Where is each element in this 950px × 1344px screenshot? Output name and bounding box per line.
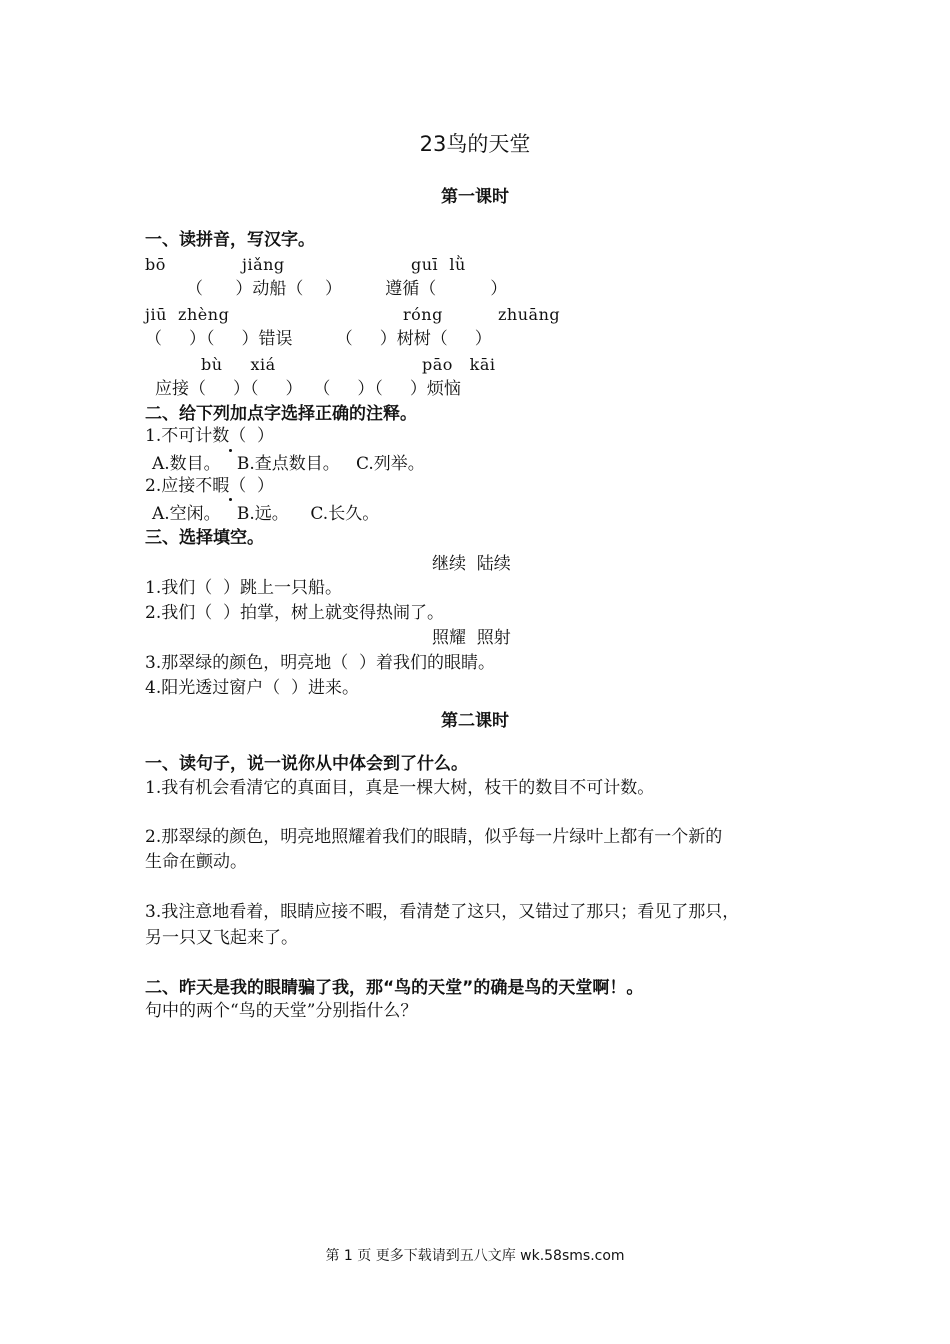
l2-q1-s1: 1.我有机会看清它的真面目，真是一棵大树，枝干的数目不可计数。 — [145, 778, 655, 798]
pinyin-jiuzheng: jiū zhèng — [145, 305, 230, 324]
l1-q3-item3: 3.那翠绿的颜色，明亮地（ ）着我们的眼睛。 — [145, 653, 496, 673]
l1-q2-item1: 1.不可计数（ ） — [145, 426, 275, 446]
l2-q1-title: 一、读句子，说一说你从中体会到了什么。 — [145, 754, 468, 774]
l1-q3-item2: 2.我们（ ）拍掌，树上就变得热闹了。 — [145, 603, 445, 623]
l1-q3-item1: 1.我们（ ）跳上一只船。 — [145, 578, 343, 598]
pinyin-paokai: pāo kāi — [422, 355, 496, 374]
l2-q1-s3b: 另一只又飞起来了。 — [145, 928, 298, 948]
l1-q1-line1: （ ）动船（ ） 遵循（ ） — [186, 279, 508, 299]
pinyin-jiang: jiǎng — [242, 255, 285, 274]
lesson2-heading: 第二课时 — [441, 711, 509, 731]
l1-q2-item2: 2.应接不暇（ ） — [145, 476, 275, 496]
l2-q2-question: 句中的两个“鸟的天堂”分别指什么？ — [145, 1001, 418, 1021]
page-title: 23鸟的天堂 — [419, 132, 531, 156]
word-choices-1: 继续 陆续 — [432, 554, 511, 574]
pinyin-rong: róng — [403, 305, 443, 324]
pinyin-bo: bō — [145, 255, 166, 274]
l2-q1-s2a: 2.那翠绿的颜色，明亮地照耀着我们的眼睛，似乎每一片绿叶上都有一个新的 — [145, 827, 723, 847]
l2-q2-title: 二、昨天是我的眼睛骗了我，那“鸟的天堂”的确是鸟的天堂啊！。 — [145, 978, 644, 998]
l1-q1-title: 一、读拼音，写汉字。 — [145, 230, 315, 250]
pinyin-guilu: guī lǜ — [411, 255, 466, 274]
l1-q3-item4: 4.阳光透过窗户（ ）进来。 — [145, 678, 360, 698]
emphasis-dot — [229, 498, 232, 501]
l1-q1-line2: （ ）（ ）错误 （ ）树树（ ） — [145, 329, 492, 349]
l1-q2-opts1: A.数目。 B.查点数目。 C.列举。 — [152, 454, 425, 474]
pinyin-zhuang: zhuāng — [498, 305, 561, 324]
pinyin-buxia: bù xiá — [201, 355, 276, 374]
lesson1-heading: 第一课时 — [441, 187, 509, 207]
emphasis-dot — [229, 449, 232, 452]
l1-q2-title: 二、给下列加点字选择正确的注释。 — [145, 404, 417, 424]
l2-q1-s3a: 3.我注意地看着，眼睛应接不暇，看清楚了这只，又错过了那只；看见了那只， — [145, 902, 740, 922]
page-footer: 第 1 页 更多下载请到五八文库 wk.58sms.com — [325, 1248, 625, 1264]
l1-q3-title: 三、选择填空。 — [145, 528, 264, 548]
l1-q2-opts2: A.空闲。 B.远。 C.长久。 — [152, 504, 380, 524]
l2-q1-s2b: 生命在颤动。 — [145, 852, 247, 872]
word-choices-2: 照耀 照射 — [432, 628, 511, 648]
l1-q1-line3: 应接（ ）（ ） （ ）（ ）烦恼 — [155, 379, 461, 399]
